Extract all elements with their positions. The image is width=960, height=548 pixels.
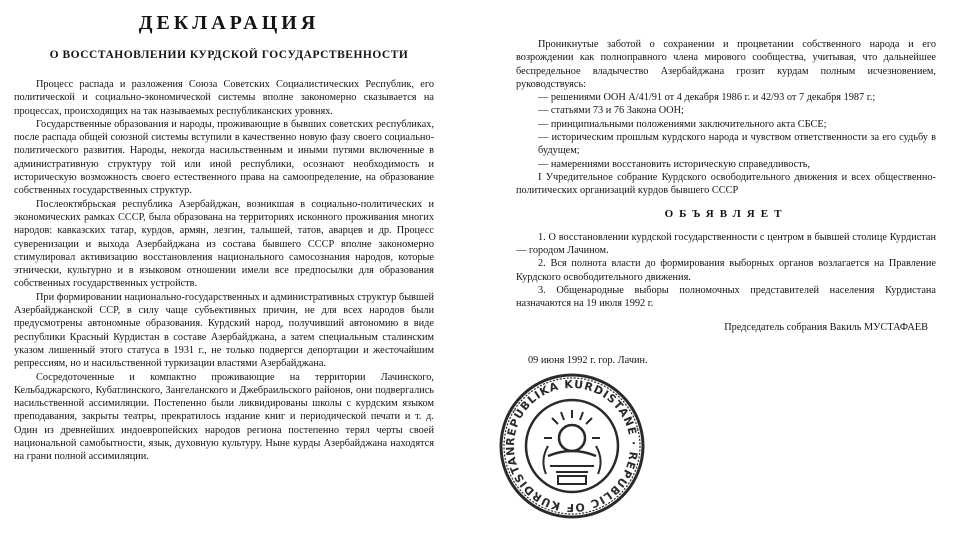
- seal-ring-text: REPÛBLIKA KURDISTANÊ · REPUBLIC OF KURDISTAN: [503, 377, 641, 515]
- list-item: — решениями ООН А/41/91 от 4 декабря 1986 г. и 42/93 от 7 декабря 1987 г.;: [538, 92, 876, 104]
- list-item: — намерениями восстановить историческую справедливость,: [538, 158, 811, 170]
- right-body: [516, 38, 936, 367]
- point-item: 2. Вся полнота власти до формирования выборных органов возлагается на Правление Курдского освободительного движения.: [516, 258, 936, 283]
- point-item: 1. О восстановлении курдской государственности с центром в бывшей столице Курдистан — городом Лачином.: [516, 231, 936, 257]
- paragraph: Послеоктябрьская республика Азербайджан, возникшая в социально-политических и экономических рамках СССР, была образована на территориях исконного проживания многих народов: кавказских татар, курдов, армян, лезгин, талышей, татов, аварцев и др. Процесс суверенизации и выхода Азербайджана из состава бывшего СССР вполне закономерно стимулировал активизацию восстановления национального самосознания народов, которые этнически, культурно и в языковом отношении имели все предпосылки для образования собственных государственных устройств.: [14, 198, 434, 290]
- document-title: ДЕКЛАРАЦИЯ: [138, 12, 320, 34]
- declares-heading: ОБЪЯВЛЯЕТ: [664, 207, 788, 220]
- paragraph: При формировании национально-государственных и административных структур бывшей Азербайджанской ССР, в силу чаще субъективных причин, не для всех народов были предусмотрены автономные образования. Курдский народ, получивший автономию в виде республики Красный Курдистан в составе Азербайджана, а затем специальным сталинским указом лишенный этого статуса в 1931 г., не только подвергся депортации и жесточайшим репрессиям, но и насильственной туркизации властями Азербайджана.: [14, 291, 434, 370]
- list-item: — историческим прошлым курдского народа и чувством ответственности за его судьбу в будущем;: [538, 132, 936, 157]
- left-body: [14, 78, 434, 464]
- intro-paragraph: Проникнутые заботой о сохранении и процветании собственного народа и его возрождении как полноправного члена мирового сообщества, учитывая, что дальнейшее беспредельное владычество Азербайджана грозит курдам полным исчезновением, руководствуясь:: [516, 39, 936, 90]
- document-subtitle: О ВОССТАНОВЛЕНИИ КУРДСКОЙ ГОСУДАРСТВЕННОСТИ: [49, 49, 409, 61]
- list-item: — статьями 73 и 76 Закона ООН;: [538, 105, 684, 117]
- sun-emblem: [543, 410, 600, 484]
- paragraph: Сосредоточенные и компактно проживающие на территории Лачинского, Кельбаджарского, Кубатлинского, Зангеланского и Джебраильского районов, они подвергались насильственной ассимиляции. Постепенно были ликвидированы школы с курдским языком преподавания, закрыты театры, прекратилось издание книг и периодической печати и т. д. Один из древнейших индоевропейских народов региона постепенно терял черты своей национальной самобытности, язык, духовную культуру. Ныне курды Азербайджана находятся на грани полной ассимиляции.: [14, 371, 434, 463]
- point-item: 3. Общенародные выборы полномочных представителей населения Курдистана назначаются на 19 июля 1992 г.: [516, 285, 936, 310]
- date-place-line: 09 июня 1992 г. гор. Лачин.: [528, 354, 648, 366]
- signature-line: Председатель собрания Вакиль МУСТАФАЕВ: [724, 321, 928, 333]
- assembly-paragraph: I Учредительное собрание Курдского освободительного движения и всех общественно-политических организаций курдов бывшего СССР: [516, 171, 936, 197]
- official-seal-icon: [498, 372, 646, 520]
- list-item: — принципиальными положениями заключительного акта СБСЕ;: [538, 118, 827, 130]
- svg-text:REPÛBLIKA KURDISTANÊ · REPUBLI: [504, 378, 640, 514]
- paragraph: Государственные образования и народы, проживающие в бывших советских республиках, после распада общей союзной системы вступили в качественно новую фазу своего социально-политического развития. Народы, некогда насильственным и иными путями включенные в административную структуру той или иной республики, осознают необходимость и историческую возможность своего естественного права на самоопределение, на образование собственных государственных структур.: [14, 118, 434, 197]
- paragraph: Процесс распада и разложения Союза Советских Социалистических Республик, его политической и социально-экономической системы вполне закономерно сказывается на процессах, происходящих на так называемых республиканских уровнях.: [14, 79, 434, 117]
